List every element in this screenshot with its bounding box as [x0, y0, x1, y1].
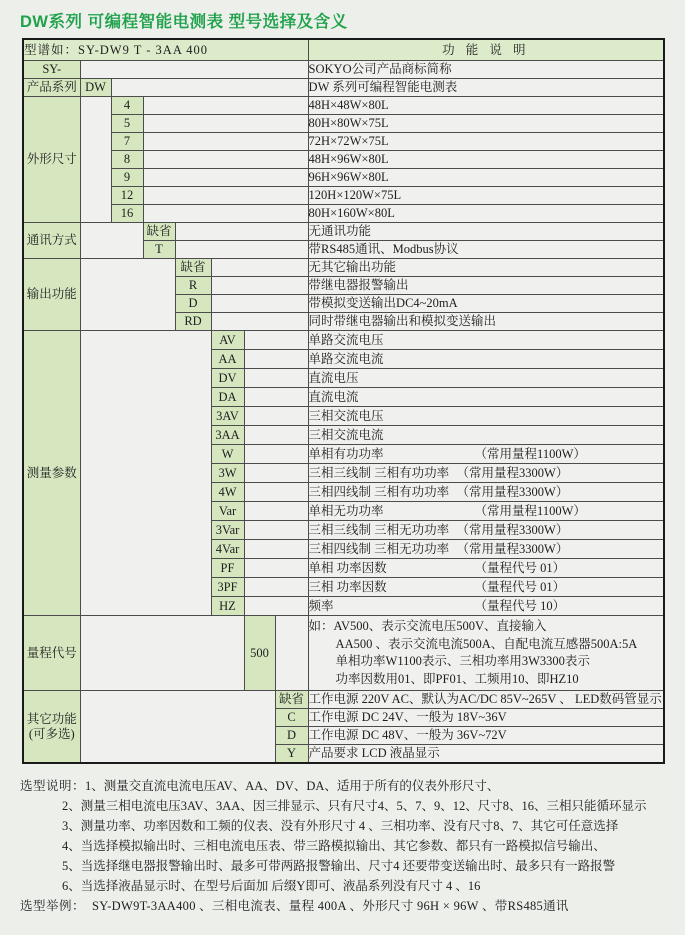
spacer-cell — [143, 97, 308, 115]
code-cell: 缺省 — [175, 259, 211, 277]
table-row: W 单相有功功率 （常用量程1100W） — [23, 445, 664, 464]
code-cell: 4 — [111, 97, 143, 115]
table-row: 4W 三相四线制 三相有功功率 （常用量程3300W） — [23, 483, 664, 502]
note-line: 2、测量三相电流电压3AV、3AA、因三排显示、只有尺寸4、5、7、9、12、尺寸8、16、三相只能循环显示 — [62, 799, 647, 813]
code-cell: AV — [211, 331, 244, 350]
range-note: （量程代号 10） — [474, 598, 566, 613]
section-label-sy: SY- — [23, 61, 80, 79]
code-cell: D — [175, 295, 211, 313]
code-cell: RD — [175, 313, 211, 331]
spacer-cell — [80, 223, 143, 259]
table-row: 3W 三相三线制 三相有功功率 （常用量程3300W） — [23, 464, 664, 483]
table-row — [23, 205, 664, 223]
table-row: Var 单相无功功率 （常用量程1100W） — [23, 502, 664, 521]
spacer-cell — [80, 259, 175, 331]
model-spectrum-header: 型谱如：SY-DW9 T - 3AA 400 — [23, 39, 308, 61]
desc-cell: 48H×48W×80L — [308, 97, 664, 115]
code-cell: 缺省 — [275, 691, 308, 709]
table-row — [23, 616, 664, 691]
table-row — [23, 133, 664, 151]
page-title: DW系列 可编程智能电测表 型号选择及含义 — [20, 13, 348, 31]
note-line: 5、当选择继电器报警输出时、最多可带两路报警输出、尺寸4 还要带变送输出时、最多只有一路报警 — [62, 859, 616, 873]
section-label-series: 产品系列 — [23, 79, 80, 97]
section-label-output: 输出功能 — [23, 259, 80, 331]
note-line: 4、当选择模拟输出时、三相电流电压表、带三路模拟输出、其它参数、都只有一路模拟信号输出、 — [62, 839, 606, 853]
note-line: 6、当选择液晶显示时、在型号后面加 后缀Y即可、液晶系列没有尺寸 4 、16 — [62, 879, 481, 893]
code-cell: T — [143, 241, 175, 259]
model-selection-table — [22, 38, 665, 764]
code-cell: 4W — [211, 483, 244, 502]
spacer-cell — [80, 331, 211, 616]
desc-cell: 同时带继电器输出和模拟变送输出 — [308, 313, 664, 331]
table-row: AA 单路交流电流 — [23, 350, 664, 369]
spacer-cell — [80, 691, 275, 764]
desc-cell: 无其它输出功能 — [308, 259, 664, 277]
table-row: PF 单相 功率因数 （量程代号 01） — [23, 559, 664, 578]
code-cell: R — [175, 277, 211, 295]
table-row — [23, 97, 664, 115]
table-row — [23, 169, 664, 187]
code-cell: 4Var — [211, 540, 244, 559]
desc-cell: 80H×160W×80L — [308, 205, 664, 223]
function-desc-header: 功 能 说 明 — [308, 39, 664, 61]
desc-cell: 带模拟变送输出DC4~20mA — [308, 295, 664, 313]
desc-cell: 带继电器报警输出 — [308, 277, 664, 295]
code-cell: DW — [80, 79, 111, 97]
section-label-size: 外形尺寸 — [23, 97, 80, 223]
code-cell: 3AA — [211, 426, 244, 445]
spacer-cell — [80, 61, 308, 79]
code-cell: W — [211, 445, 244, 464]
code-cell: 12 — [111, 187, 143, 205]
table-row — [23, 331, 664, 350]
desc-cell: 工作电源 220V AC、默认为AC/DC 85V~265V 、 LED数码管显示 — [308, 691, 664, 709]
code-cell: 3AV — [211, 407, 244, 426]
table-row: 3Var 三相三线制 三相无功功率 （常用量程3300W） — [23, 521, 664, 540]
spacer-cell — [111, 79, 308, 97]
example-label: 选型举例： — [20, 899, 86, 913]
note-line: 3、测量功率、功率因数和工频的仪表、没有外形尺寸 4 、三相功率、没有尺寸8、7、其它可任意选择 — [62, 819, 619, 833]
desc-cell: 80H×80W×75L — [308, 115, 664, 133]
code-cell: Var — [211, 502, 244, 521]
table-row: 3PF 三相 功率因数 （量程代号 01） — [23, 578, 664, 597]
section-label-params: 测量参数 — [23, 331, 80, 616]
example-line: 选型举例： SY-DW9T-3AA400 、三相电流表、量程 400A 、外形尺寸 96H × 96W 、带RS485通讯 — [20, 899, 569, 913]
table-row: D 工作电源 DC 48V、一般为 36V~72V — [23, 727, 664, 745]
desc-cell: 无通讯功能 — [308, 223, 664, 241]
code-cell: 3Var — [211, 521, 244, 540]
table-row — [23, 151, 664, 169]
table-row: DA 直流电流 — [23, 388, 664, 407]
notes-label: 选型说明： — [20, 779, 86, 793]
section-label-comm: 通讯方式 — [23, 223, 80, 259]
desc-cell: SOKYO公司产品商标简称 — [308, 61, 664, 79]
table-row: C 工作电源 DC 24V、一般为 18V~36V — [23, 709, 664, 727]
desc-cell: DW 系列可编程智能电测表 — [308, 79, 664, 97]
table-row — [23, 115, 664, 133]
code-cell: 16 — [111, 205, 143, 223]
range-note: （常用量程3300W） — [456, 522, 569, 537]
desc-cell: 96H×96W×80L — [308, 169, 664, 187]
code-cell: DA — [211, 388, 244, 407]
code-cell: 7 — [111, 133, 143, 151]
code-cell: 5 — [111, 115, 143, 133]
range-note: （量程代号 01） — [474, 579, 566, 594]
desc-cell: 120H×120W×75L — [308, 187, 664, 205]
range-note: （常用量程3300W） — [456, 484, 569, 499]
table-row — [23, 259, 664, 277]
code-cell: PF — [211, 559, 244, 578]
range-note: （常用量程1100W） — [474, 503, 586, 518]
desc-cell: 单路交流电压 — [308, 331, 664, 350]
code-cell: 3PF — [211, 578, 244, 597]
selection-notes — [20, 776, 680, 916]
range-note: （常用量程3300W） — [456, 465, 569, 480]
code-cell: 500 — [244, 616, 275, 691]
table-row: 4Var 三相四线制 三相无功功率 （常用量程3300W） — [23, 540, 664, 559]
code-cell: HZ — [211, 597, 244, 616]
code-cell: 8 — [111, 151, 143, 169]
range-note: （常用量程1100W） — [474, 446, 586, 461]
table-row: 3AV 三相交流电压 — [23, 407, 664, 426]
code-cell: C — [275, 709, 308, 727]
code-cell: 缺省 — [143, 223, 175, 241]
range-note: （量程代号 01） — [474, 560, 566, 575]
table-row: HZ 频率 （量程代号 10） — [23, 597, 664, 616]
section-label-range: 量程代号 — [23, 616, 80, 691]
table-header-row — [23, 39, 664, 61]
code-cell: D — [275, 727, 308, 745]
desc-cell: 带RS485通讯、Modbus协议 — [308, 241, 664, 259]
table-row: Y 产品要求 LCD 液晶显示 — [23, 745, 664, 764]
table-row — [23, 79, 664, 97]
range-note: （常用量程3300W） — [456, 541, 569, 556]
desc-cell: 如：AV500、表示交流电压500V、直接输入 AA500 、表示交流电流500A、自配电流互感器500A:5A 单相功率W1100表示、三相功率用3W3300表示 功率因数用01、即PF01、工频用10、即HZ10 — [308, 616, 664, 691]
spacer-cell — [275, 616, 308, 691]
desc-cell: 48H×96W×80L — [308, 151, 664, 169]
table-row — [23, 61, 664, 79]
table-row: 3AA 三相交流电流 — [23, 426, 664, 445]
table-row: DV 直流电压 — [23, 369, 664, 388]
spacer-cell — [80, 616, 244, 691]
table-row — [23, 223, 664, 241]
table-row — [23, 691, 664, 709]
table-row — [23, 187, 664, 205]
section-label-other: 其它功能 (可多选) — [23, 691, 80, 764]
desc-cell: 72H×72W×75L — [308, 133, 664, 151]
code-cell: DV — [211, 369, 244, 388]
code-cell: Y — [275, 745, 308, 764]
note-line: 选型说明：1、测量交直流电流电压AV、AA、DV、DA、适用于所有的仪表外形尺寸、 — [20, 779, 500, 793]
spacer-cell — [80, 97, 111, 223]
code-cell: 3W — [211, 464, 244, 483]
code-cell: AA — [211, 350, 244, 369]
code-cell: 9 — [111, 169, 143, 187]
